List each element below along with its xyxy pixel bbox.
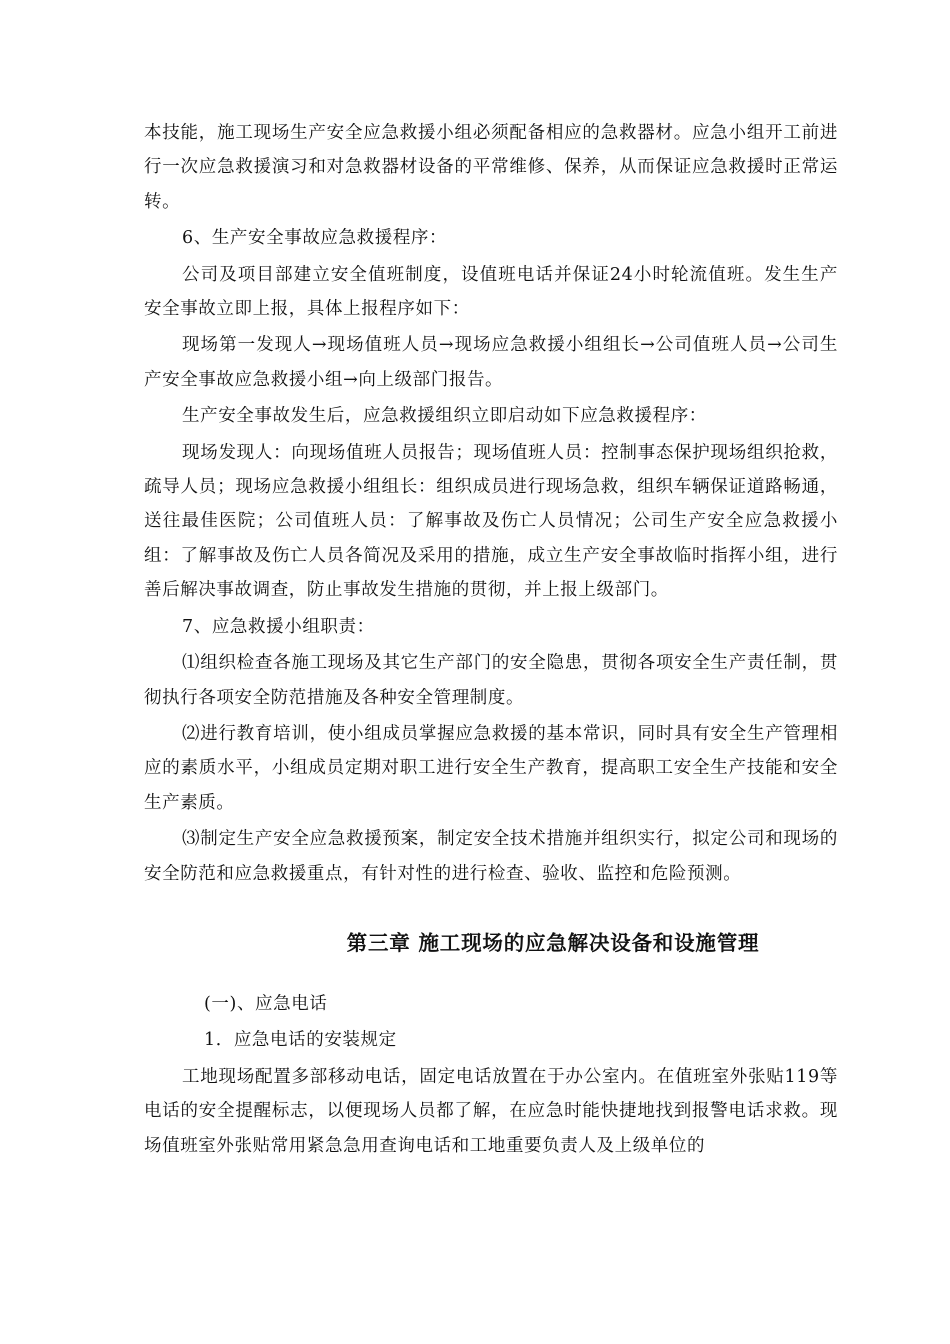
paragraph-phone-setup: 工地现场配置多部移动电话，固定电话放置在于办公室内。在值班室外张贴119等电话的安全提醒标志，以便现场人员都了解，在应急时能快捷地找到报警电话求救。现场值班室外张贴常用紧急急用查询电话和工地重要负责人及上级单位的 — [144, 1066, 838, 1156]
heading-rescue-procedure: 6、生产安全事故应急救援程序： — [182, 228, 448, 249]
paragraph-roles: 现场发现人：向现场值班人员报告；现场值班人员：控制事态保护现场组织抢救，疏导人员；现场应急救援小组组长：组织成员进行现场急救，组织车辆保证道路畅通，送往最佳医院；公司值班人员：了解事故及伤亡人员情况；公司生产安全应急救援小组：了解事故及伤亡人员各简况及采用的措施，成立生产安全事故临时指挥小组，进行善后解决事故调查，防止事故发生措施的贯彻，并上报上级部门。 — [144, 442, 838, 601]
paragraph-duty-3: ⑶制定生产安全应急救援预案，制定安全技术措施并组织实行，拟定公司和现场的安全防范和应急救援重点，有针对性的进行检查、验收、监控和危险预测。 — [144, 829, 838, 884]
paragraph-report-chain: 现场第一发现人→现场值班人员→现场应急救援小组组长→公司值班人员→公司生产安全事故应急救援小组→向上级部门报告。 — [144, 335, 838, 390]
paragraph-duty-system: 公司及项目部建立安全值班制度，设值班电话并保证24小时轮流值班。发生生产安全事故立即上报，具体上报程序如下： — [144, 264, 838, 320]
heading-group-duties: 7、应急救援小组职责： — [182, 616, 375, 637]
chapter-title: 第三章 施工现场的应急解决设备和设施管理 — [346, 930, 760, 955]
section-heading: (一)、应急电话 — [204, 993, 328, 1014]
paragraph-duty-1: ⑴组织检查各施工现场及其它生产部门的安全隐患，贯彻各项安全生产责任制，贯彻执行各项安全防范措施及各种安全管理制度。 — [144, 653, 838, 708]
paragraph-after-accident: 生产安全事故发生后，应急救援组织立即启动如下应急救援程序： — [182, 406, 707, 427]
document-body — [144, 116, 838, 1163]
paragraph-duty-2: ⑵进行教育培训，使小组成员掌握应急救援的基本常识，同时具有安全生产管理相应的素质水平，小组成员定期对职工进行安全生产教育，提高职工安全生产技能和安全生产素质。 — [144, 723, 838, 813]
subsection-heading: 1．应急电话的安装规定 — [204, 1030, 397, 1051]
paragraph-rescue-equipment: 本技能，施工现场生产安全应急救援小组必须配备相应的急救器材。应急小组开工前进行一次应急救援演习和对急救器材设备的平常维修、保养，从而保证应急救援时正常运转。 — [144, 123, 838, 212]
